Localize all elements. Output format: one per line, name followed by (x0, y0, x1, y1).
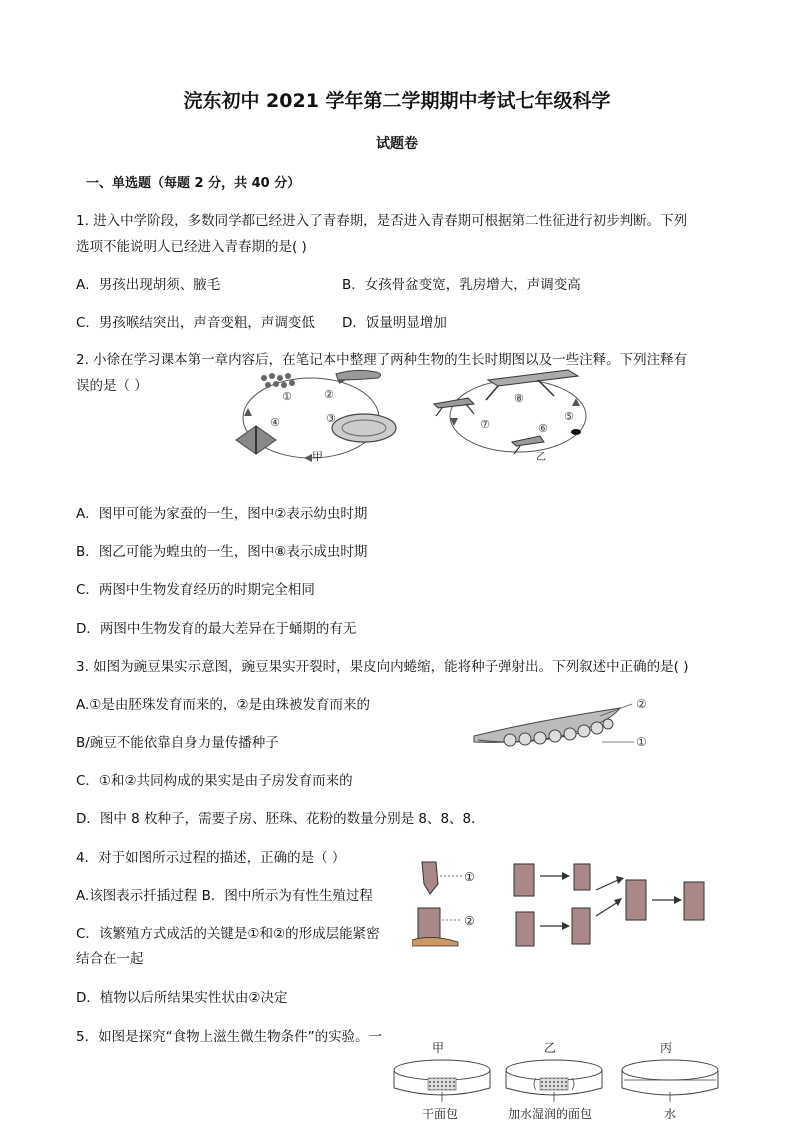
lifecycle-mark-1: ① (282, 390, 292, 403)
lifecycle-mark-3: ③ (326, 412, 336, 425)
silkworm-lifecycle-figure (226, 366, 406, 466)
lifecycle-mark-5: ⑤ (564, 410, 574, 423)
dish-caption-wet-bread: 加水湿润的面包 (508, 1107, 593, 1121)
locust-lifecycle-figure (428, 356, 598, 466)
q5-stem-line-1: 5．如图是探究“食物上滋生微生物条件”的实验。一 (76, 1029, 383, 1045)
q2-option-a: A．图甲可能为家蚕的一生，图中②表示幼虫时期 (76, 506, 368, 522)
q2-option-d: D．两图中生物发育的最大差异在于蛹期的有无 (76, 621, 357, 637)
q1-stem-line-1: 1. 进入中学阶段，多数同学都已经进入了青春期，是否进入青春期可根据第二性征进行初步判断。下列 (76, 213, 688, 229)
q1-option-c: C．男孩喉结突出，声音变粗，声调变低 (76, 315, 315, 331)
lifecycle-mark-8: ⑧ (514, 392, 524, 405)
page-subtitle: 试题卷 (376, 136, 418, 152)
dish-caption-dry-bread: 干面包 (422, 1107, 459, 1121)
graft-mark-2: ② (464, 914, 475, 928)
q4-option-d: D．植物以后所结果实性状由②决定 (76, 990, 288, 1006)
q1-stem-line-2: 选项不能说明人已经进入青春期的是( ) (76, 239, 307, 255)
dish-bing-title: 丙 (660, 1041, 673, 1055)
dish-yi-title: 乙 (544, 1041, 557, 1055)
q2-option-b: B．图乙可能为蝗虫的一生，图中⑧表示成虫时期 (76, 544, 368, 560)
lifecycle-mark-4: ④ (270, 416, 280, 429)
pea-mark-1: ① (636, 735, 647, 749)
q2-stem-line-1: 2. 小徐在学习课本第一章内容后，在笔记本中整理了两种生物的生长时期图以及一些注释。下列注释有 (76, 352, 688, 368)
q4-option-c-line-1: C．该繁殖方式成活的关键是①和②的形成层能紧密 (76, 926, 380, 942)
graft-mark-1: ① (464, 870, 475, 884)
grafting-figure (412, 850, 722, 950)
q2-stem-line-2: 误的是（ ） (76, 378, 148, 394)
pea-pod-figure (470, 694, 660, 760)
dish-caption-water: 水 (664, 1107, 677, 1121)
lifecycle-mark-7: ⑦ (480, 418, 490, 431)
dish-jia-title: 甲 (432, 1041, 445, 1055)
lifecycle-mark-6: ⑥ (538, 422, 548, 435)
q3-option-c: C．①和②共同构成的果实是由子房发育而来的 (76, 773, 353, 789)
q3-option-d: D．图中 8 枚种子，需要子房、胚珠、花粉的数量分别是 8、8、8． (76, 811, 485, 827)
q2-option-c: C．两图中生物发育经历的时期完全相同 (76, 582, 315, 598)
lifecycle-mark-2: ② (324, 388, 334, 401)
q4-option-c-line-2: 结合在一起 (76, 951, 144, 967)
section-heading: 一、单选题（每题 2 分，共 40 分） (86, 176, 301, 191)
figure-yi-caption: 乙 (536, 452, 546, 463)
q4-stem-line-1: 4．对于如图所示过程的描述，正确的是（ ） (76, 850, 346, 866)
q1-option-a: A．男孩出现胡须、腋毛 (76, 277, 221, 293)
q3-option-b: B/豌豆不能依靠自身力量传播种子 (76, 735, 279, 751)
petri-dish-figure (392, 1040, 732, 1123)
q3-option-a: A.①是由胚珠发育而来的，②是由珠被发育而来的 (76, 697, 370, 713)
figure-jia-caption: 甲 (312, 450, 323, 463)
q1-option-b: B．女孩骨盆变宽，乳房增大，声调变高 (342, 277, 581, 293)
q3-stem-line-1: 3. 如图为豌豆果实示意图，豌豆果实开裂时，果皮向内蜷缩，能将种子弹射出。下列叙述中正确的是( ) (76, 659, 689, 675)
q1-option-d: D．饭量明显增加 (342, 315, 447, 331)
page-title: 浣东初中 2021 学年第二学期期中考试七年级科学 (183, 90, 611, 112)
pea-mark-2: ② (636, 697, 647, 711)
q4-option-ab: A.该图表示扦插过程 B．图中所示为有性生殖过程 (76, 888, 373, 904)
